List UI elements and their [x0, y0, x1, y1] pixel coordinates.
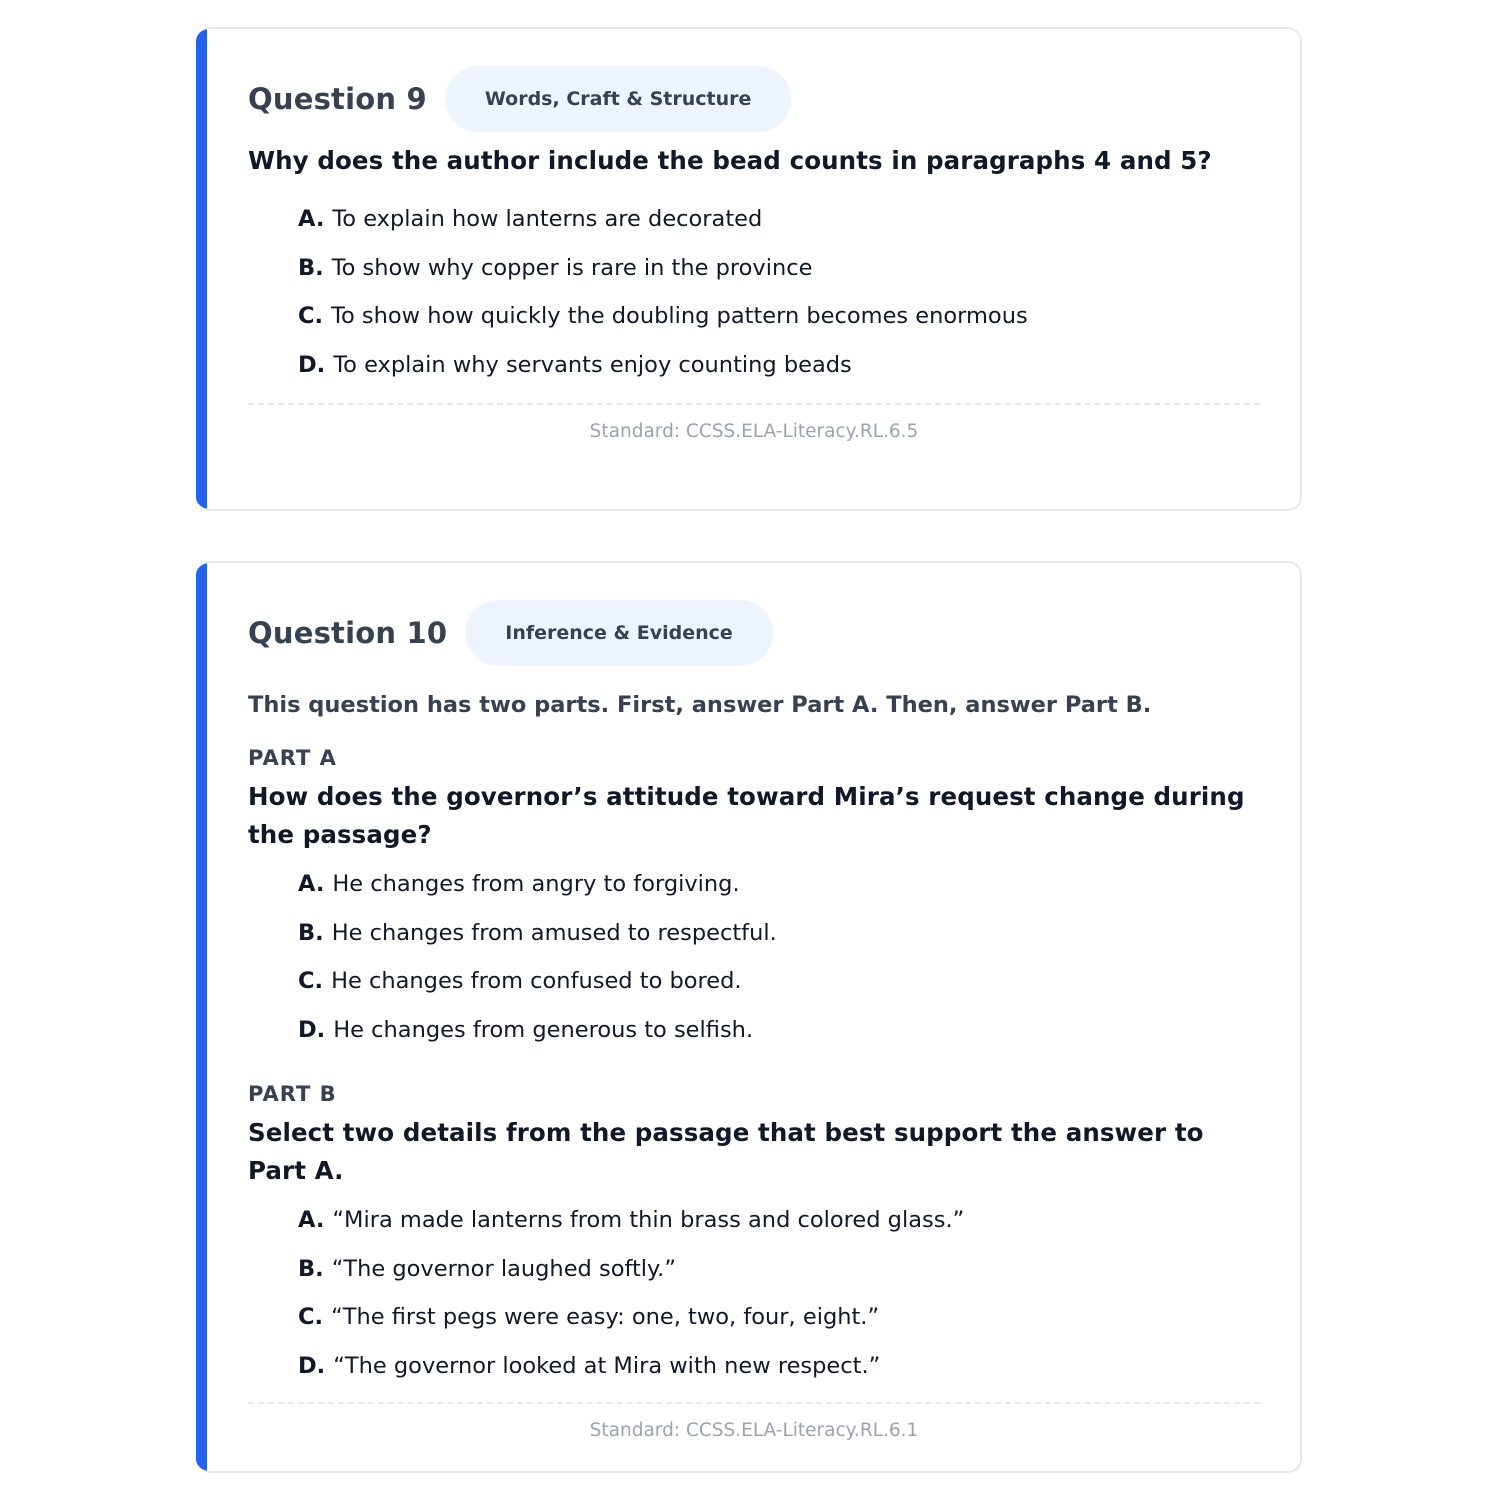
option-a[interactable]	[298, 860, 1260, 909]
option-text: To show why copper is rare in the province	[331, 254, 813, 281]
option-letter: B.	[298, 919, 324, 946]
question-stem: Why does the author include the bead counts in paragraphs 4 and 5?	[248, 146, 1212, 175]
part-a-label: PART A	[248, 746, 337, 770]
part-a-options	[248, 860, 1260, 1054]
option-letter: B.	[298, 254, 324, 281]
option-c[interactable]	[298, 1293, 1260, 1342]
option-letter: C.	[298, 303, 324, 329]
option-text: To explain why servants enjoy counting beads	[333, 351, 852, 378]
option-b[interactable]	[298, 909, 1260, 958]
option-text: He changes from amused to respectful.	[331, 919, 777, 946]
option-text: “The governor looked at Mira with new respect.”	[333, 1352, 881, 1379]
option-d[interactable]	[298, 1342, 1260, 1391]
standard-label: Standard: CCSS.ELA-Literacy.RL.6.5	[589, 421, 919, 442]
question-card-9	[196, 27, 1302, 511]
option-c[interactable]	[298, 957, 1260, 1006]
option-text: He changes from angry to forgiving.	[332, 871, 740, 897]
option-letter: A.	[298, 1207, 325, 1233]
option-letter: C.	[298, 968, 324, 994]
option-d[interactable]	[298, 341, 1260, 390]
option-d[interactable]	[298, 1006, 1260, 1055]
option-text: To explain how lanterns are decorated	[332, 206, 763, 232]
option-b[interactable]	[298, 244, 1260, 293]
standard-label: Standard: CCSS.ELA-Literacy.RL.6.1	[589, 1420, 919, 1441]
option-a[interactable]	[298, 1196, 1260, 1245]
category-badge: Inference & Evidence	[465, 600, 773, 666]
option-letter: C.	[298, 1304, 324, 1330]
option-text: He changes from confused to bored.	[331, 968, 742, 994]
option-letter: D.	[298, 351, 326, 378]
option-text: He changes from generous to selfish.	[333, 1016, 754, 1043]
part-b-options	[248, 1196, 1260, 1390]
question-title: Question 10	[248, 616, 448, 650]
part-b-stem: Select two details from the passage that best support the answer to Part A.	[248, 1118, 1204, 1185]
option-letter: A.	[298, 871, 325, 897]
question-intro: This question has two parts. First, answer Part A. Then, answer Part B.	[248, 692, 1152, 718]
option-a[interactable]	[298, 195, 1260, 244]
divider	[248, 403, 1260, 405]
option-letter: A.	[298, 206, 325, 232]
question-header	[248, 65, 1260, 133]
option-text: “The governor laughed softly.”	[331, 1255, 676, 1282]
part-a-stem: How does the governor’s attitude toward Mira’s request change during the passage?	[248, 782, 1245, 849]
option-letter: B.	[298, 1255, 324, 1282]
option-text: “Mira made lanterns from thin brass and colored glass.”	[332, 1207, 965, 1233]
question-header	[248, 599, 1260, 667]
option-c[interactable]	[298, 292, 1260, 341]
option-text: To show how quickly the doubling pattern becomes enormous	[331, 303, 1028, 329]
option-letter: D.	[298, 1352, 326, 1379]
option-letter: D.	[298, 1016, 326, 1043]
part-b-label: PART B	[248, 1082, 337, 1106]
question-card-10	[196, 561, 1302, 1473]
category-badge: Words, Craft & Structure	[445, 66, 792, 132]
divider	[248, 1402, 1260, 1404]
question-title: Question 9	[248, 82, 427, 116]
option-text: “The first pegs were easy: one, two, four, eight.”	[331, 1304, 880, 1330]
option-b[interactable]	[298, 1245, 1260, 1294]
answer-options	[248, 195, 1260, 389]
